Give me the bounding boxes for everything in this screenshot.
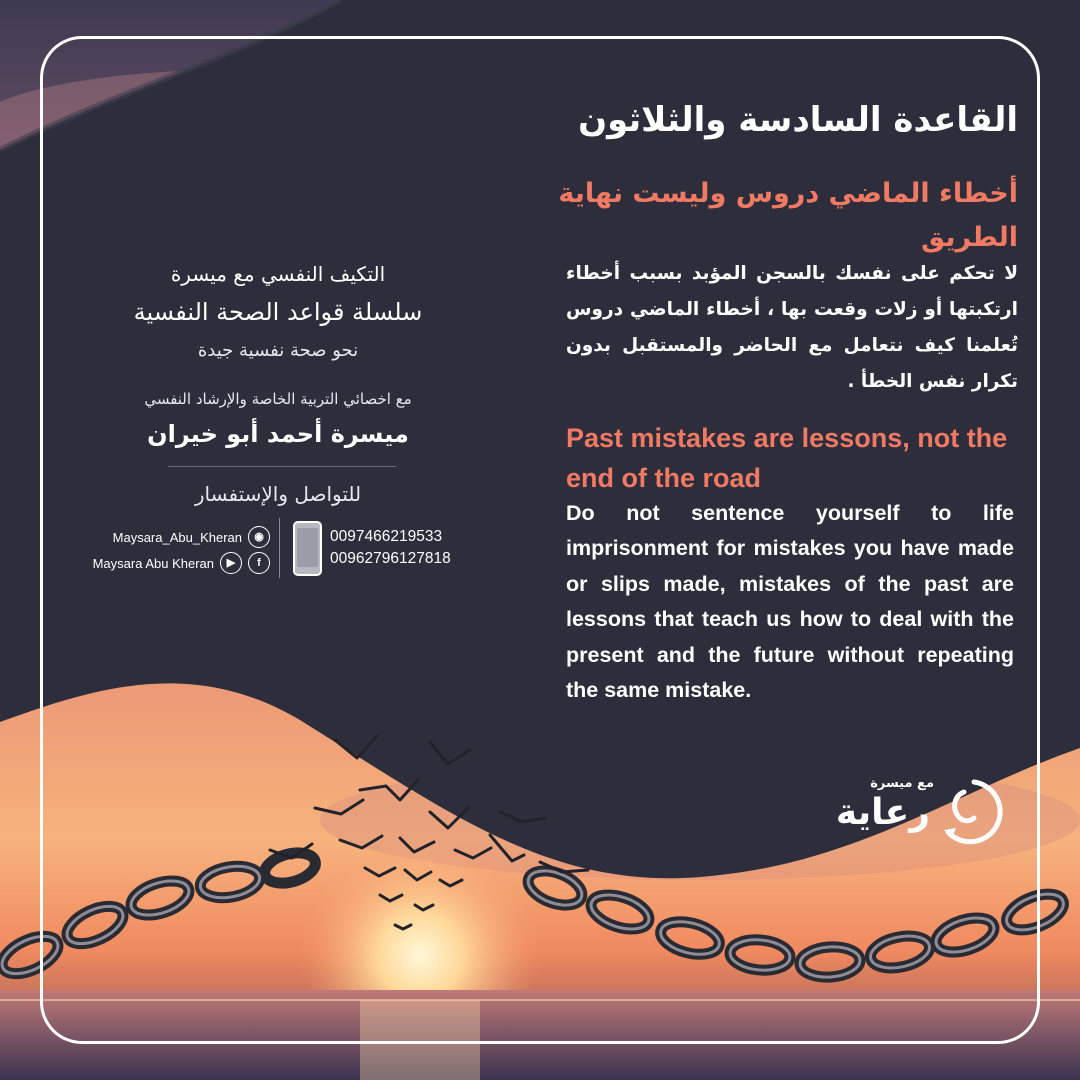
phone-number-2[interactable]: 00962796127818 [330,550,451,567]
contact-label: للتواصل والإستفسار [194,482,362,506]
author-name: ميسرة أحمد أبو خيران [147,420,409,448]
divider [168,466,396,467]
author-role: مع اخصائي التربية الخاصة والإرشاد النفسي [144,390,412,408]
phone-number-1[interactable]: 0097466219533 [330,528,443,545]
series-top-line: التكيف النفسي مع ميسرة [170,262,386,286]
logo-small-text: مع ميسرة [870,776,934,791]
contact-divider [279,518,280,578]
facebook-youtube-handle: Maysara Abu Kheran [92,555,214,571]
instagram-icon: ◉ [248,526,270,548]
phone-icon [293,521,322,576]
youtube-icon: ▶ [220,552,242,574]
series-tagline: نحو صحة نفسية جيدة [197,340,359,361]
subtitle-english: Past mistakes are lessons, not the end of the road [566,423,1008,493]
logo-word: رعاية [835,792,930,833]
facebook-youtube-row[interactable] [80,551,270,575]
facebook-icon: f [248,552,270,574]
subtitle-arabic: أخطاء الماضي دروس وليست نهاية الطريق [558,178,1018,253]
body-english: Do not sentence yourself to life imprisonment for mistakes you have made or slips made, mistakes of the past are lessons that teach us how to deal with the present and the future without repeating the same mistake. [566,501,1014,703]
body-arabic: لا تحكم على نفسك بالسجن المؤبد بسبب أخطاء ارتكبتها أو زلات وقعت بها ، أخطاء الماضي دروس تُعلمنا كيف نتعامل مع الحاضر والمستقبل بدون تكرار نفس الخطأ . [566,263,1018,392]
instagram-handle: Maysara_Abu_Kheran [112,529,242,545]
instagram-handle-row[interactable] [80,525,270,549]
rule-title: القاعدة السادسة والثلاثون [578,100,1018,140]
series-name: سلسلة قواعد الصحة النفسية [133,298,423,326]
logo-mark-icon [934,774,1008,848]
ri-aya-logo [828,774,1008,848]
